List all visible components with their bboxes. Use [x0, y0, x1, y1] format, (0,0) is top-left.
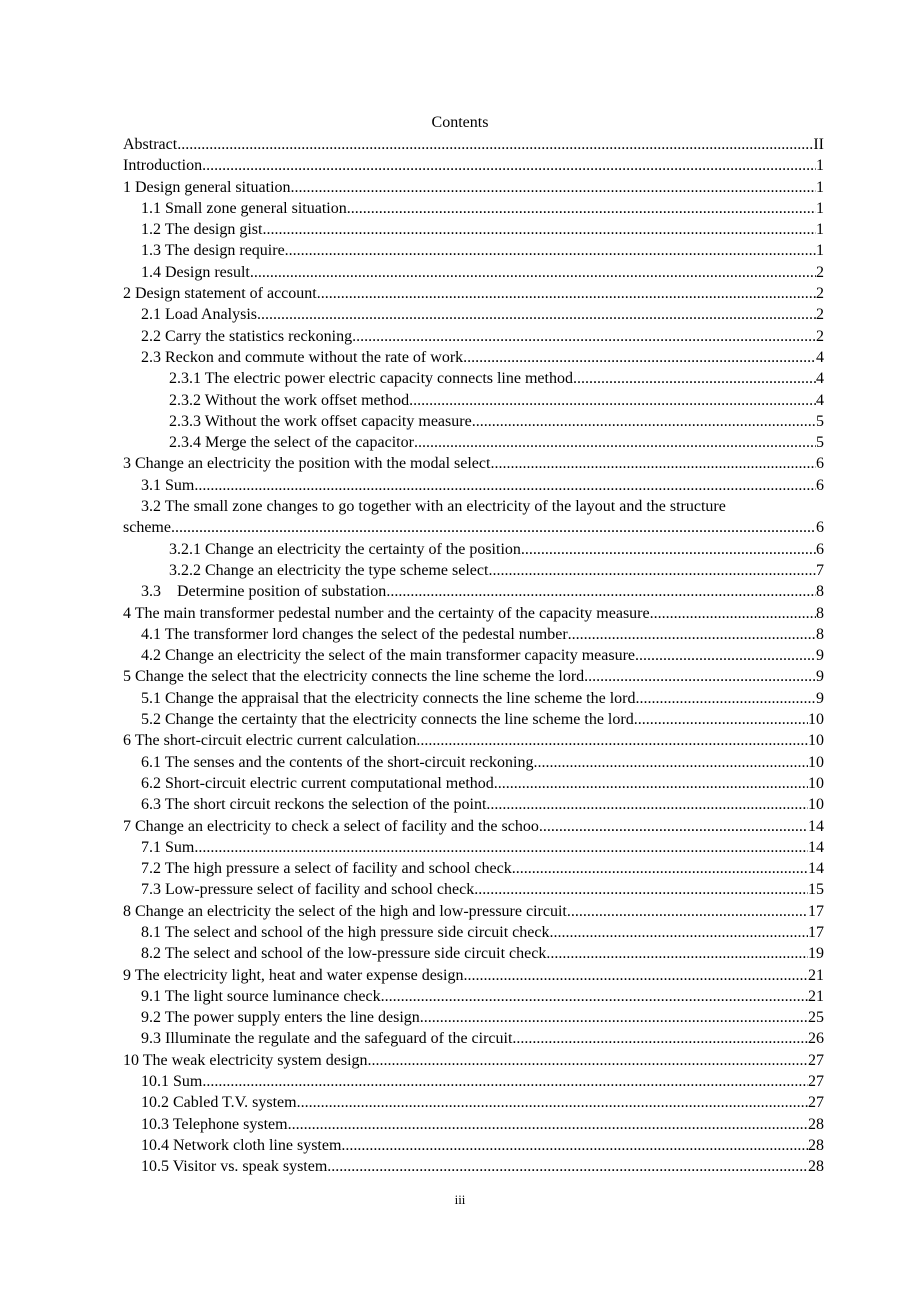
toc-entry-page-number: 10	[808, 753, 824, 771]
toc-entry[interactable]	[123, 1007, 824, 1028]
toc-entry-page-number: 5	[816, 412, 824, 430]
toc-entry-title: 9.3 Illuminate the regulate and the safeguard of the circuit	[141, 1030, 513, 1048]
toc-entry-page-number: 8	[816, 583, 824, 601]
toc-entry-page-number: 2	[816, 327, 824, 345]
toc-entry-title: 2.1 Load Analysis	[141, 306, 257, 324]
dot-leader	[409, 390, 816, 411]
toc-entry-title: 9 The electricity light, heat and water expense design	[123, 966, 464, 984]
toc-entry-page-number: 9	[816, 689, 824, 707]
toc-entry-title: 9.2 The power supply enters the line design	[141, 1009, 420, 1027]
toc-entry[interactable]	[123, 432, 824, 453]
toc-entry-page-number: 2	[816, 263, 824, 281]
toc-entry[interactable]	[123, 1114, 824, 1135]
toc-entry-title: 2.3 Reckon and commute without the rate of work	[141, 348, 464, 366]
toc-entry-title: 1 Design general situation	[123, 178, 291, 196]
toc-entry[interactable]	[123, 709, 824, 730]
toc-entry-title: 4.1 The transformer lord changes the select of the pedestal number	[141, 625, 568, 643]
toc-entry-title: 5.2 Change the certainty that the electricity connects the line scheme the lord	[141, 711, 634, 729]
dot-leader	[546, 943, 808, 964]
toc-entry-page-number: 28	[808, 1136, 824, 1154]
dot-leader	[288, 1114, 808, 1135]
toc-entry-page-number: 27	[808, 1094, 824, 1112]
dot-leader	[472, 411, 816, 432]
dot-leader	[257, 304, 816, 325]
toc-entry-title: 9.1 The light source luminance check	[141, 987, 381, 1005]
toc-entry-page-number: 6	[816, 476, 824, 494]
dot-leader	[341, 1135, 808, 1156]
toc-entry[interactable]	[123, 645, 824, 666]
toc-entry-page-number: 17	[808, 902, 824, 920]
toc-entry[interactable]	[123, 134, 824, 155]
toc-entry[interactable]	[123, 539, 824, 560]
toc-entry[interactable]	[123, 219, 824, 240]
dot-leader	[250, 262, 816, 283]
dot-leader	[463, 347, 816, 368]
toc-entry-title: 1.3 The design require	[141, 242, 285, 260]
toc-entry[interactable]	[123, 666, 824, 687]
toc-entry-title: 8.2 The select and school of the low-pressure side circuit check	[141, 945, 547, 963]
dot-leader	[262, 219, 816, 240]
toc-entry-title: 10.1 Sum	[141, 1073, 203, 1091]
toc-entry-page-number: 15	[808, 881, 824, 899]
dot-leader	[194, 837, 808, 858]
toc-entry[interactable]	[123, 603, 824, 624]
toc-entry-page-number: 27	[808, 1051, 824, 1069]
toc-entry-title: 6 The short-circuit electric current calculation	[123, 732, 417, 750]
dot-leader	[568, 624, 816, 645]
toc-entry-title: 3.1 Sum	[141, 476, 195, 494]
toc-entry-page-number: 14	[808, 860, 824, 878]
toc-entry[interactable]	[123, 794, 824, 815]
toc-entry-page-number: 19	[808, 945, 824, 963]
toc-entry-page-number: 7	[816, 561, 824, 579]
dot-leader	[317, 283, 816, 304]
toc-entry-title: 10.2 Cabled T.V. system	[141, 1094, 297, 1112]
dot-leader	[291, 177, 816, 198]
toc-entry-page-number: 10	[808, 774, 824, 792]
dot-leader	[416, 730, 808, 751]
toc-entry[interactable]	[123, 283, 824, 304]
toc-entry[interactable]	[123, 304, 824, 325]
toc-entry-title: 2.2 Carry the statistics reckoning	[141, 327, 353, 345]
dot-leader	[463, 965, 808, 986]
dot-leader	[297, 1092, 808, 1113]
dot-leader	[521, 539, 816, 560]
toc-entry[interactable]	[123, 943, 824, 964]
toc-entry-page-number: 8	[816, 625, 824, 643]
toc-entry[interactable]	[123, 858, 824, 879]
toc-entry[interactable]	[123, 155, 824, 176]
dot-leader	[474, 879, 808, 900]
toc-entry[interactable]	[123, 453, 824, 474]
toc-entry-title: Abstract	[123, 136, 178, 153]
toc-entry-title: 4 The main transformer pedestal number and the certainty of the capacity measure	[123, 604, 650, 622]
dot-leader	[285, 240, 816, 261]
dot-leader	[634, 709, 808, 730]
toc-entry-page-number: 9	[816, 647, 824, 665]
toc-entry-page-number: 5	[816, 434, 824, 452]
toc-entry[interactable]	[123, 411, 824, 432]
toc-entry[interactable]	[123, 198, 824, 219]
toc-entry-page-number: 1	[816, 221, 824, 239]
toc-entry[interactable]	[123, 240, 824, 261]
toc-entry-page-number: 14	[808, 838, 824, 856]
toc-entry[interactable]	[123, 390, 824, 411]
toc-entry[interactable]	[123, 1071, 824, 1092]
dot-leader	[512, 1028, 808, 1049]
toc-entry-title: 10.4 Network cloth line system	[141, 1136, 342, 1154]
toc-entry-page-number: 2	[816, 306, 824, 324]
dot-leader	[352, 326, 816, 347]
toc-entry-page-number: 6	[816, 519, 824, 537]
dot-leader	[512, 858, 808, 879]
toc-entry-title: 2 Design statement of account	[123, 285, 317, 303]
toc-entry[interactable]	[123, 901, 824, 922]
toc-entry-title: 5 Change the select that the electricity connects the line scheme the lord	[123, 668, 585, 686]
toc-entry[interactable]	[123, 496, 824, 517]
toc-entry-title: 3.3 Determine position of substation	[141, 583, 387, 601]
toc-entry-page-number: 25	[808, 1009, 824, 1027]
toc-entry-title: Introduction	[123, 157, 203, 175]
dot-leader	[549, 922, 808, 943]
toc-entry[interactable]	[123, 752, 824, 773]
toc-entry[interactable]	[123, 560, 824, 581]
toc-entry-title: 1.2 The design gist	[141, 221, 263, 239]
toc-entry-title: 10.3 Telephone system	[141, 1115, 288, 1133]
toc-entry-page-number: 10	[808, 711, 824, 729]
toc-entry[interactable]	[123, 1050, 824, 1071]
toc-entry-title: 7.1 Sum	[141, 838, 195, 856]
dot-leader	[584, 666, 816, 687]
toc-entry-title: 10.5 Visitor vs. speak system	[141, 1158, 328, 1176]
toc-entry-page-number: 21	[808, 987, 824, 1005]
toc-entry[interactable]	[123, 816, 824, 837]
toc-entry-page-number: 14	[808, 817, 824, 835]
dot-leader	[381, 986, 808, 1007]
toc-entry[interactable]	[123, 1135, 824, 1156]
dot-leader	[420, 1007, 808, 1028]
toc-entry[interactable]	[123, 730, 824, 751]
toc-entry-title: 2.3.3 Without the work offset capacity measure	[169, 412, 472, 430]
toc-entry-page-number: II	[813, 136, 824, 153]
dot-leader	[533, 752, 808, 773]
dot-leader	[490, 453, 816, 474]
dot-leader	[177, 134, 813, 155]
toc-entry[interactable]	[123, 1028, 824, 1049]
toc-entry-page-number: 4	[816, 348, 824, 366]
toc-entry-page-number: 1	[816, 242, 824, 260]
toc-entry-page-number: 1	[816, 199, 824, 217]
toc-entry[interactable]	[123, 517, 824, 538]
dot-leader	[573, 368, 816, 389]
toc-entry-title: 3 Change an electricity the position with the modal select	[123, 455, 491, 473]
toc-entry[interactable]	[123, 688, 824, 709]
toc-entry-title: 3.2 The small zone changes to go together with an electricity of the layout and the structure	[141, 498, 726, 516]
toc-entry[interactable]	[123, 837, 824, 858]
toc-entry-title: 5.1 Change the appraisal that the electricity connects the line scheme the lord	[141, 689, 636, 707]
toc-entry-title: 8 Change an electricity the select of the high and low-pressure circuit	[123, 902, 567, 920]
page-number-footer: iii	[454, 1192, 466, 1207]
toc-entry-title: 10 The weak electricity system design	[123, 1051, 368, 1069]
toc-entry-page-number: 8	[816, 604, 824, 622]
toc-entry-title: 7 Change an electricity to check a select of facility and the schoo	[123, 817, 539, 835]
toc-entry-title: 3.2.2 Change an electricity the type scheme select	[169, 561, 489, 579]
toc-entry-title: 1.1 Small zone general situation	[141, 199, 347, 217]
toc-entry-page-number: 1	[816, 157, 824, 175]
toc-entry[interactable]	[123, 879, 824, 900]
toc-entry-page-number: 28	[808, 1158, 824, 1176]
toc-entry-title: 6.2 Short-circuit electric current computational method	[141, 774, 494, 792]
toc-entry-page-number: 4	[816, 391, 824, 409]
toc-entry[interactable]	[123, 986, 824, 1007]
toc-entry[interactable]	[123, 177, 824, 198]
dot-leader	[486, 794, 808, 815]
toc-entry-page-number: 27	[808, 1073, 824, 1091]
dot-leader	[635, 645, 816, 666]
dot-leader	[202, 155, 816, 176]
toc-entry-page-number: 1	[816, 178, 824, 196]
toc-entry[interactable]	[123, 773, 824, 794]
toc-title: Contents	[431, 114, 489, 131]
toc-entry-title: 4.2 Change an electricity the select of the main transformer capacity measure	[141, 647, 636, 665]
dot-leader	[494, 773, 808, 794]
toc-entry-title: scheme	[123, 519, 171, 537]
toc-entry[interactable]	[123, 965, 824, 986]
dot-leader	[368, 1050, 808, 1071]
toc-entry-page-number: 4	[816, 370, 824, 388]
toc-entry[interactable]	[123, 262, 824, 283]
toc-entry-page-number: 6	[816, 540, 824, 558]
toc-entry-title: 1.4 Design result	[141, 263, 250, 281]
toc-entry-title: 6.1 The senses and the contents of the short-circuit reckoning	[141, 753, 534, 771]
toc-entry-page-number: 17	[808, 923, 824, 941]
toc-entry-page-number: 2	[816, 285, 824, 303]
toc-entry-page-number: 26	[808, 1030, 824, 1048]
toc-entry-title: 2.3.1 The electric power electric capacity connects line method	[169, 370, 573, 388]
table-of-contents	[123, 134, 824, 1178]
toc-entry-title: 3.2.1 Change an electricity the certainty of the position	[169, 540, 521, 558]
dot-leader	[171, 517, 816, 538]
dot-leader	[567, 901, 808, 922]
toc-entry-page-number: 21	[808, 966, 824, 984]
toc-entry-page-number: 10	[808, 796, 824, 814]
toc-entry-title: 2.3.4 Merge the select of the capacitor	[169, 434, 414, 452]
toc-entry-page-number: 28	[808, 1115, 824, 1133]
dot-leader	[488, 560, 816, 581]
dot-leader	[635, 688, 816, 709]
toc-entry-page-number: 10	[808, 732, 824, 750]
dot-leader	[539, 816, 808, 837]
toc-entry[interactable]	[123, 347, 824, 368]
dot-leader	[386, 581, 816, 602]
toc-entry[interactable]	[123, 475, 824, 496]
dot-leader	[650, 603, 816, 624]
toc-entry-page-number: 6	[816, 455, 824, 473]
toc-entry[interactable]	[123, 922, 824, 943]
toc-entry-title: 6.3 The short circuit reckons the selection of the point	[141, 796, 487, 814]
toc-entry-title: 8.1 The select and school of the high pressure side circuit check	[141, 923, 550, 941]
toc-entry[interactable]	[123, 1156, 824, 1177]
dot-leader	[202, 1071, 808, 1092]
toc-entry-title: 2.3.2 Without the work offset method	[169, 391, 410, 409]
dot-leader	[414, 432, 816, 453]
toc-entry[interactable]	[123, 581, 824, 602]
toc-entry[interactable]	[123, 1092, 824, 1113]
toc-entry-title: 7.2 The high pressure a select of facility and school check	[141, 860, 512, 878]
dot-leader	[194, 475, 816, 496]
dot-leader	[347, 198, 816, 219]
toc-entry[interactable]	[123, 368, 824, 389]
dot-leader	[327, 1156, 808, 1177]
toc-entry[interactable]	[123, 624, 824, 645]
toc-entry-page-number: 9	[816, 668, 824, 686]
toc-entry-title: 7.3 Low-pressure select of facility and school check	[141, 881, 475, 899]
toc-entry[interactable]	[123, 326, 824, 347]
